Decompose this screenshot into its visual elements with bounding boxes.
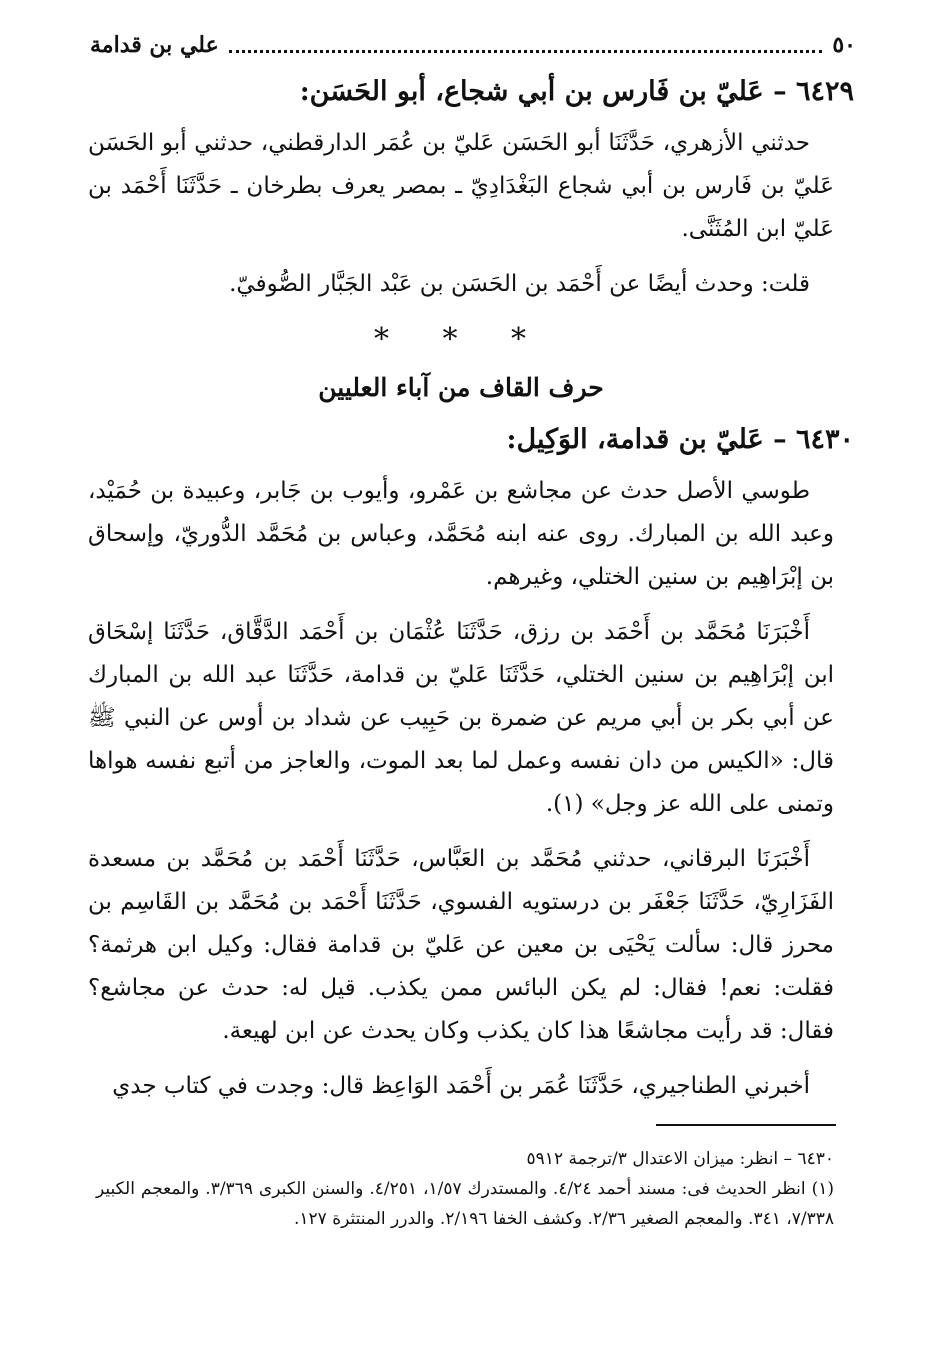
entry-6429-heading: ٦٤٢٩ – عَليّ بن فَارس بن أبي شجاع، أبو الحَسَن: — [299, 76, 854, 107]
entry-6430-paragraph-4: أخبرني الطناجيري، حَدَّثَنَا عُمَر بن أَحْمَد الوَاعِظ قال: وجدت في كتاب جدي — [112, 1073, 810, 1099]
page-number: ٥٠ — [832, 32, 856, 58]
entry-6430-heading: ٦٤٣٠ – عَليّ بن قدامة، الوَكِيل: — [506, 424, 854, 455]
entry-6430-paragraph-1: طوسي الأصل حدث عن مجاشع بن عَمْرو، وأيوب بن جَابر، وعبيدة بن حُمَيْد، وعبد الله بن المبارك. روى عنه ابنه مُحَمَّد، وعباس بن مُحَمَّد الدُّوريّ، وإسحاق بن إبْرَاهِيم بن سنين الختلي، وغيرهم. — [88, 478, 834, 590]
footnotes — [96, 1144, 834, 1234]
main-text — [88, 62, 854, 1120]
separator-stars: * * * — [373, 322, 549, 357]
section-title: حرف القاف من آباء العليين — [318, 373, 604, 402]
running-header — [90, 30, 856, 60]
entry-6430-paragraph-2: أَخْبَرَنَا مُحَمَّد بن أَحْمَد بن رزق، حَدَّثَنَا عُثْمَان بن أَحْمَد الدَّقَّاق، حَدَّثَنَا إسْحَاق ابن إبْرَاهِيم بن سنين الختلي، حَدَّثَنَا عَليّ بن قدامة، حَدَّثَنَا عبد الله بن المبارك عن أبي بكر بن أبي مريم عن ضمرة بن حَبِيب عن شداد بن أوس عن النبي ﷺ قال: «الكيس من دان نفسه وعمل لما بعد الموت، والعاجز من أتبع نفسه هواها وتمنى على الله عز وجل» (١). — [88, 619, 834, 817]
entry-6429-paragraph-1: حدثني الأزهري، حَدَّثَنَا أبو الحَسَن عَليّ بن عُمَر الدارقطني، حدثني أبو الحَسَن عَليّ بن فَارس بن أبي شجاع البَغْدَادِيّ ـ بمصر يعرف بطرخان ـ حَدَّثَنَا أَحْمَد بن عَليّ ابن المُثَنَّى. — [88, 130, 834, 242]
entry-6430-paragraph-3: أَخْبَرَنَا البرقاني، حدثني مُحَمَّد بن العَبَّاس، حَدَّثَنَا أَحْمَد بن مُحَمَّد بن مسعدة الفَزَارِيّ، حَدَّثَنَا جَعْفَر بن درستويه الفسوي، حَدَّثَنَا أَحْمَد بن مُحَمَّد بن القَاسِم بن محرز قال: سألت يَحْيَى بن معين عن عَليّ بن قدامة فقال: وكيل ابن هرثمة؟ فقلت: نعم! فقال: لم يكن البائس ممن يكذب. قيل له: حدث عن مجاشع؟ فقال: قد رأيت مجاشعًا هذا كان يكذب وكان يحدث عن ابن لهيعة. — [88, 846, 834, 1044]
entry-6429-paragraph-2: قلت: وحدث أيضًا عن أَحْمَد بن الحَسَن بن عَبْد الجَبَّار الصُّوفيّ. — [229, 271, 810, 297]
footnote-reference: ٦٤٣٠ – انظر: ميزان الاعتدال ٣/ترجمة ٥٩١٢ — [526, 1149, 834, 1169]
header-dot-leader — [229, 38, 823, 53]
footnote-1: (١) انظر الحديث فى: مسند أحمد ٤/٢٤. والمستدرك ١/٥٧، ٤/٢٥١. والسنن الكبرى ٣/٣٦٩. والمعجم الكبير ٧/٣٣٨، ٣٤١. والمعجم الصغير ٢/٣٦. وكشف الخفا ٢/١٩٦. والدرر المنتثرة ١٢٧. — [96, 1179, 835, 1229]
footnote-rule — [656, 1124, 836, 1126]
running-title: علي بن قدامة — [90, 32, 219, 58]
